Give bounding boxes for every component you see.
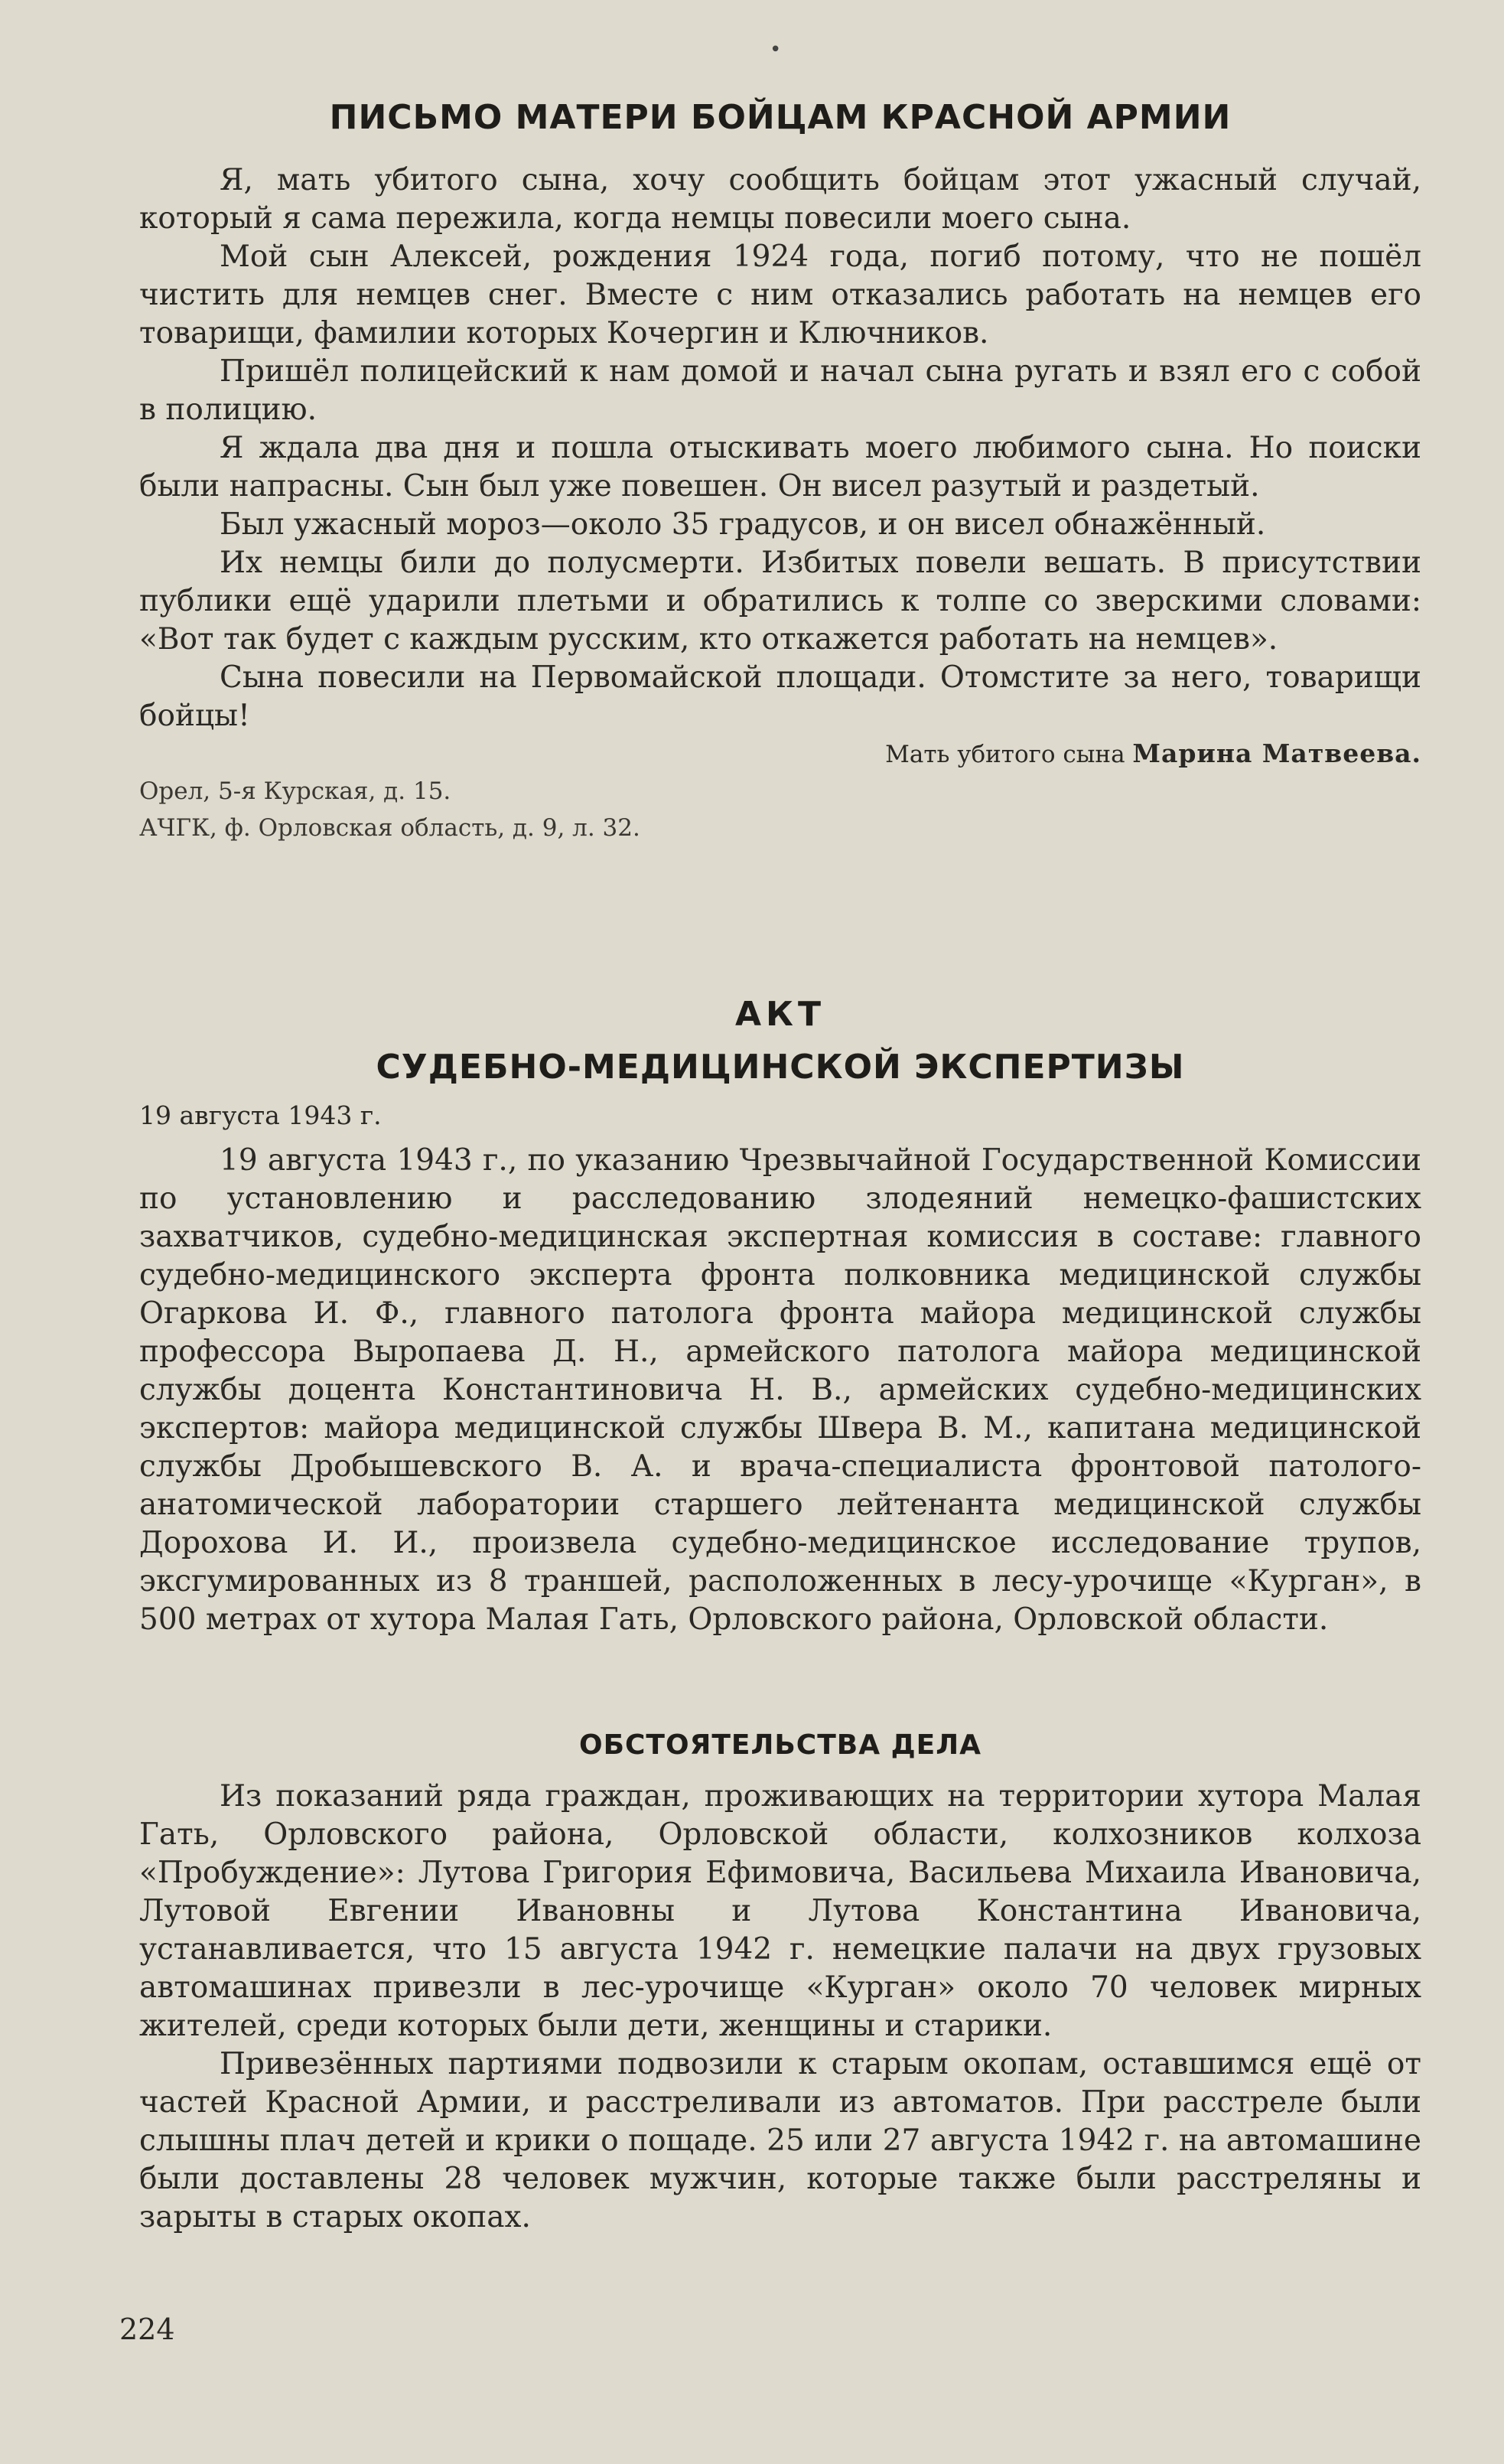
signature-prefix: Мать убитого сына [885,741,1125,768]
act-date: 19 августа 1943 г. [139,1100,382,1130]
circumstances-title: ОБСТОЯТЕЛЬСТВА ДЕЛА [578,1729,982,1761]
letter-paragraph: Я ждала два дня и пошла отыскивать моего любимого сына. Но поиски были напрасны. Сын был уже повешен. Он висел разутый и раздетый. [139,431,1421,504]
signature-name: Марина Матвеева. [1132,738,1421,768]
letter-paragraph: Был ужасный мороз—около 35 градусов, и он висел обнажённый. [220,507,1266,542]
letter-paragraph: Сына повесили на Первомайской площади. Отомстите за него, товарищи бойцы! [139,660,1421,733]
act-paragraph: 19 августа 1943 г., по указанию Чрезвычайной Государственной Комиссии по установлению и расследованию злодеяний немецко-фашистских захватчиков, судебно-медицинская экспертная комиссия в составе: главного судебно-медицинского эксперта фронта полковника медицинской службы Огаркова И. Ф., главного патолога фронта майора медицинской службы профессора Выропаева Д. Н., армейского патолога майора медицинской службы доцента Константиновича Н. В., армейских судебно-медицинских экспертов: майора медицинской службы Швера В. М., капитана медицинской службы Дробышевского В. А. и врача-специалиста фронтовой патолого-анатомической лаборатории старшего лейтенанта медицинской службы Дорохова И. И., произвела судебно-медицинское исследование трупов, эксгумированных из 8 траншей, расположенных в лесу-урочище «Курган», в 500 метрах от хутора Малая Гать, Орловского района, Орловской области. [139,1143,1421,1637]
print-mark: • [770,38,782,61]
act-title: АКТ [734,995,826,1034]
letter-address: Орел, 5-я Курская, д. 15. [139,777,451,805]
letter-paragraph: Мой сын Алексей, рождения 1924 года, погиб потому, что не пошёл чистить для немцев снег. Вместе с ним отказались работать на немцев его товарищи, фамилии которых Кочергин и Ключников. [139,240,1421,350]
act-section [139,995,1421,1639]
letter-title: ПИСЬМО МАТЕРИ БОЙЦАМ КРАСНОЙ АРМИИ [329,98,1232,137]
circumstances-paragraph: Привезённых партиями подвозили к старым окопам, оставшимся ещё от частей Красной Армии, и расстреливали из автоматов. При расстреле были слышны плач детей и крики о пощаде. 25 или 27 августа 1942 г. на автомашине были доставлены 28 человек мужчин, которые также были расстреляны и зарыты в старых окопах. [139,2047,1421,2234]
act-subtitle: СУДЕБНО-МЕДИЦИНСКОЙ ЭКСПЕРТИЗЫ [376,1048,1185,1087]
circumstances-section [139,1729,1421,2237]
letter-paragraph: Пришёл полицейский к нам домой и начал сына ругать и взял его с собой в полицию. [139,354,1421,427]
letter-section [139,98,1421,846]
page-number: 224 [119,2312,175,2346]
circumstances-paragraph: Из показаний ряда граждан, проживающих на территории хутора Малая Гать, Орловского района, Орловской области, колхозников колхоза «Пробуждение»: Лутова Григория Ефимовича, Васильева Михаила Ивановича, Лутовой Евгении Ивановны и Лутова Константина Ивановича, устанавливается, что 15 августа 1942 г. немецкие палачи на двух грузовых автомашинах привезли в лес-урочище «Курган» около 70 человек мирных жителей, среди которых были дети, женщины и старики. [139,1779,1421,2043]
letter-paragraph: Я, мать убитого сына, хочу сообщить бойцам этот ужасный случай, который я сама пережила, когда немцы повесили моего сына. [139,163,1421,236]
letter-paragraph: Их немцы били до полусмерти. Избитых повели вешать. В присутствии публики ещё ударили плетьми и обратились к толпе со зверскими словами: «Вот так будет с каждым русским, кто откажется работать на немцев». [139,546,1421,657]
letter-signature [139,735,1421,773]
archive-reference: АЧГК, ф. Орловская область, д. 9, л. 32. [139,814,640,842]
